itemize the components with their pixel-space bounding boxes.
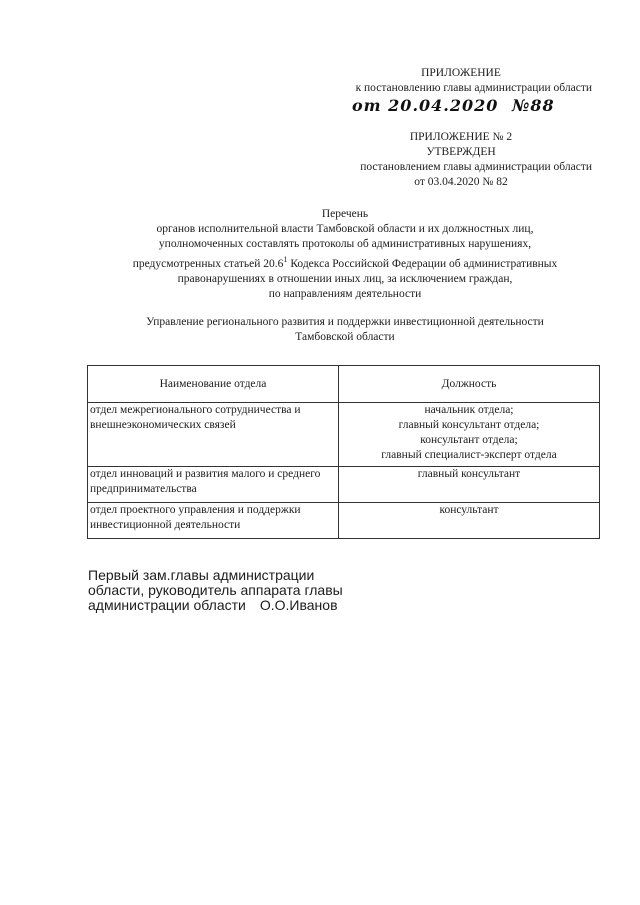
column-header-department: Наименование отдела bbox=[88, 366, 339, 403]
appendix-2-title: ПРИЛОЖЕНИЕ № 2 bbox=[409, 131, 513, 143]
signature-line-2: области, руководитель аппарата главы bbox=[88, 582, 343, 598]
signature-line-1: Первый зам.главы администрации bbox=[88, 567, 315, 583]
table-header-row bbox=[88, 366, 600, 403]
appendix-decree-line: к постановлению главы администрации области bbox=[355, 82, 592, 94]
department-line-2: Тамбовской области bbox=[295, 331, 395, 343]
title-line-2: органов исполнительной власти Тамбовской области и их должностных лиц, bbox=[156, 223, 534, 235]
positions-table bbox=[87, 365, 600, 539]
title-line-5: правонарушениях в отношении иных лиц, за исключением граждан, bbox=[177, 272, 513, 285]
position-item: главный консультант bbox=[417, 468, 521, 480]
table-row bbox=[88, 467, 600, 503]
position-list bbox=[339, 467, 600, 503]
approval-header bbox=[300, 130, 592, 190]
title-line-4-prefix: предусмотренных статьей 20.6 bbox=[132, 257, 284, 270]
table-row bbox=[88, 503, 600, 539]
title-line-4 bbox=[100, 252, 590, 272]
position-list bbox=[339, 403, 600, 467]
position-item: консультант отдела; bbox=[420, 434, 518, 446]
position-list bbox=[339, 503, 600, 539]
column-header-position: Должность bbox=[339, 366, 600, 403]
department-name: отдел межрегионального сотрудничества и внешнеэкономических связей bbox=[88, 403, 339, 467]
position-item: главный консультант отдела; bbox=[398, 419, 540, 431]
appendix-header bbox=[300, 66, 592, 96]
title-line-4-sup: 1 bbox=[283, 255, 288, 264]
approved-date-number: от 03.04.2020 № 82 bbox=[414, 176, 508, 188]
department-heading bbox=[100, 315, 590, 345]
position-item: начальник отдела; bbox=[424, 404, 514, 416]
approved-decree-line: постановлением главы администрации области bbox=[360, 161, 592, 173]
signer-name: О.О.Иванов bbox=[259, 597, 338, 613]
title-line-3: уполномоченных составлять протоколы об административных нарушениях, bbox=[158, 238, 532, 250]
department-name: отдел проектного управления и поддержки инвестиционной деятельности bbox=[88, 503, 339, 539]
department-line-1: Управление регионального развития и поддержки инвестиционной деятельности bbox=[146, 316, 544, 328]
title-line-6: по направлениям деятельности bbox=[268, 287, 422, 300]
document-title bbox=[100, 207, 590, 302]
department-name: отдел инноваций и развития малого и среднего предпринимательства bbox=[88, 467, 339, 503]
signature-block bbox=[88, 568, 408, 613]
signature-position: администрации области bbox=[88, 597, 246, 613]
approved-label: УТВЕРЖДЕН bbox=[426, 146, 496, 158]
table-row bbox=[88, 403, 600, 467]
title-line-1: Перечень bbox=[321, 208, 369, 220]
position-item: главный специалист-эксперт отдела bbox=[381, 449, 557, 461]
signature-line-3 bbox=[88, 598, 408, 613]
position-item: консультант bbox=[439, 504, 499, 516]
handwritten-date: от 20.04.2020 bbox=[352, 96, 499, 115]
title-line-4-suffix: Кодекса Российской Федерации об административных bbox=[287, 257, 558, 270]
handwritten-number: №88 bbox=[512, 96, 555, 115]
appendix-title: ПРИЛОЖЕНИЕ bbox=[421, 67, 501, 79]
